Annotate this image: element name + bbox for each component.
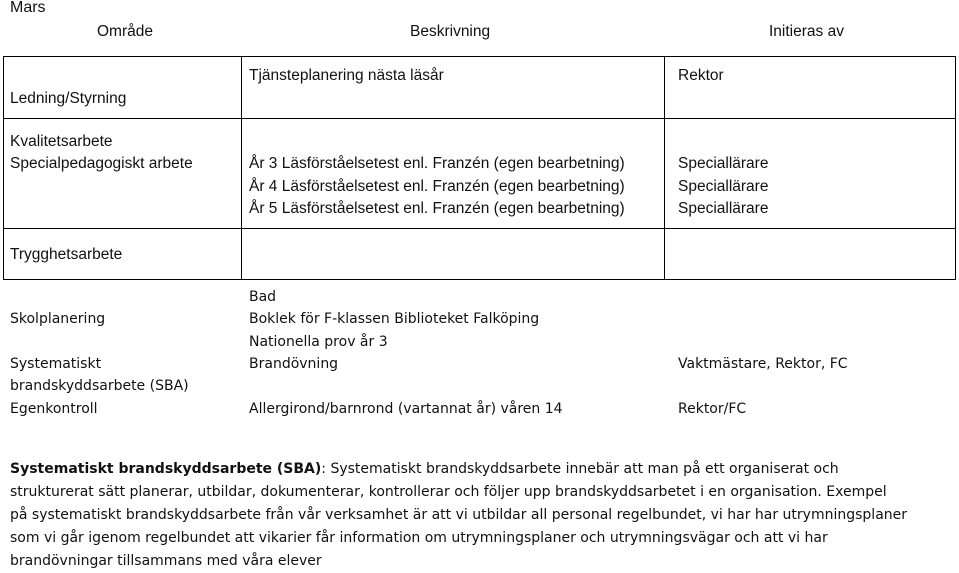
paragraph-text: Systematiskt brandskyddsarbete innebär att man på ett organiserat och bbox=[326, 461, 839, 477]
header-initiated-by: Initieras av bbox=[769, 23, 844, 40]
description-ar3: År 3 Läsförståelsetest enl. Franzén (egen bearbetning) bbox=[249, 155, 625, 172]
divider-line bbox=[3, 118, 956, 119]
initiated-ar5: Speciallärare bbox=[678, 200, 769, 217]
column-line bbox=[3, 56, 4, 280]
paragraph-line-4: som vi går igenom regelbundet att vikarier får information om utrymningsplaner och utrymningsvägar och att vi har bbox=[10, 530, 828, 546]
header-area: Område bbox=[97, 23, 153, 40]
area-kvalitet: Kvalitetsarbete bbox=[10, 133, 113, 150]
divider-line bbox=[3, 56, 956, 57]
sba-term: Systematiskt brandskyddsarbete (SBA) bbox=[10, 461, 322, 477]
column-line bbox=[955, 56, 956, 280]
description-allergirond: Allergirond/barnrond (vartannat år) våren 14 bbox=[249, 401, 563, 417]
description-bad: Bad bbox=[249, 289, 277, 305]
description-ar4: År 4 Läsförståelsetest enl. Franzén (egen bearbetning) bbox=[249, 178, 625, 195]
divider-line bbox=[3, 279, 956, 280]
sba-term-colon: : bbox=[321, 461, 327, 477]
area-specialpedagogik: Specialpedagogiskt arbete bbox=[10, 155, 193, 172]
area-egenkontroll: Egenkontroll bbox=[10, 401, 98, 417]
area-skolplanering: Skolplanering bbox=[10, 311, 106, 327]
initiated-ar3: Speciallärare bbox=[678, 155, 769, 172]
paragraph-line-3: på systematiskt brandskyddsarbete från vår verksamhet är att vi utbildar all personal regelbundet, vi har har utrymningsplaner bbox=[10, 507, 908, 523]
sba-definition-paragraph bbox=[10, 458, 950, 573]
initiated-ar4: Speciallärare bbox=[678, 178, 769, 195]
area-ledning: Ledning/Styrning bbox=[10, 90, 127, 107]
column-line bbox=[241, 56, 242, 280]
paragraph-line-5: brandövningar tillsammans med våra elever bbox=[10, 553, 322, 569]
area-systematiskt: Systematiskt bbox=[10, 356, 102, 372]
initiated-brandovning: Vaktmästare, Rektor, FC bbox=[678, 356, 848, 372]
divider-line bbox=[3, 228, 956, 229]
description-ar5: År 5 Läsförståelsetest enl. Franzén (egen bearbetning) bbox=[249, 200, 625, 217]
area-trygghet: Trygghetsarbete bbox=[10, 246, 123, 263]
description-boklek: Boklek för F-klassen Biblioteket Falköping bbox=[249, 311, 540, 327]
paragraph-line-1 bbox=[10, 458, 950, 481]
initiated-allergirond: Rektor/FC bbox=[678, 401, 747, 417]
paragraph-line-2: strukturerat sätt planerar, utbildar, dokumenterar, kontrollerar och följer upp brandskyddsarbetet i en organisation. Exempel bbox=[10, 484, 887, 500]
description-brandovning: Brandövning bbox=[249, 356, 339, 372]
description-ledning: Tjänsteplanering nästa läsår bbox=[249, 67, 444, 84]
column-line bbox=[664, 56, 665, 280]
description-nationella-prov: Nationella prov år 3 bbox=[249, 334, 388, 350]
initiated-ledning: Rektor bbox=[678, 67, 724, 84]
area-brandskyddsarbete: brandskyddsarbete (SBA) bbox=[10, 378, 189, 394]
month-title: Mars bbox=[10, 0, 46, 16]
header-description: Beskrivning bbox=[410, 23, 491, 40]
